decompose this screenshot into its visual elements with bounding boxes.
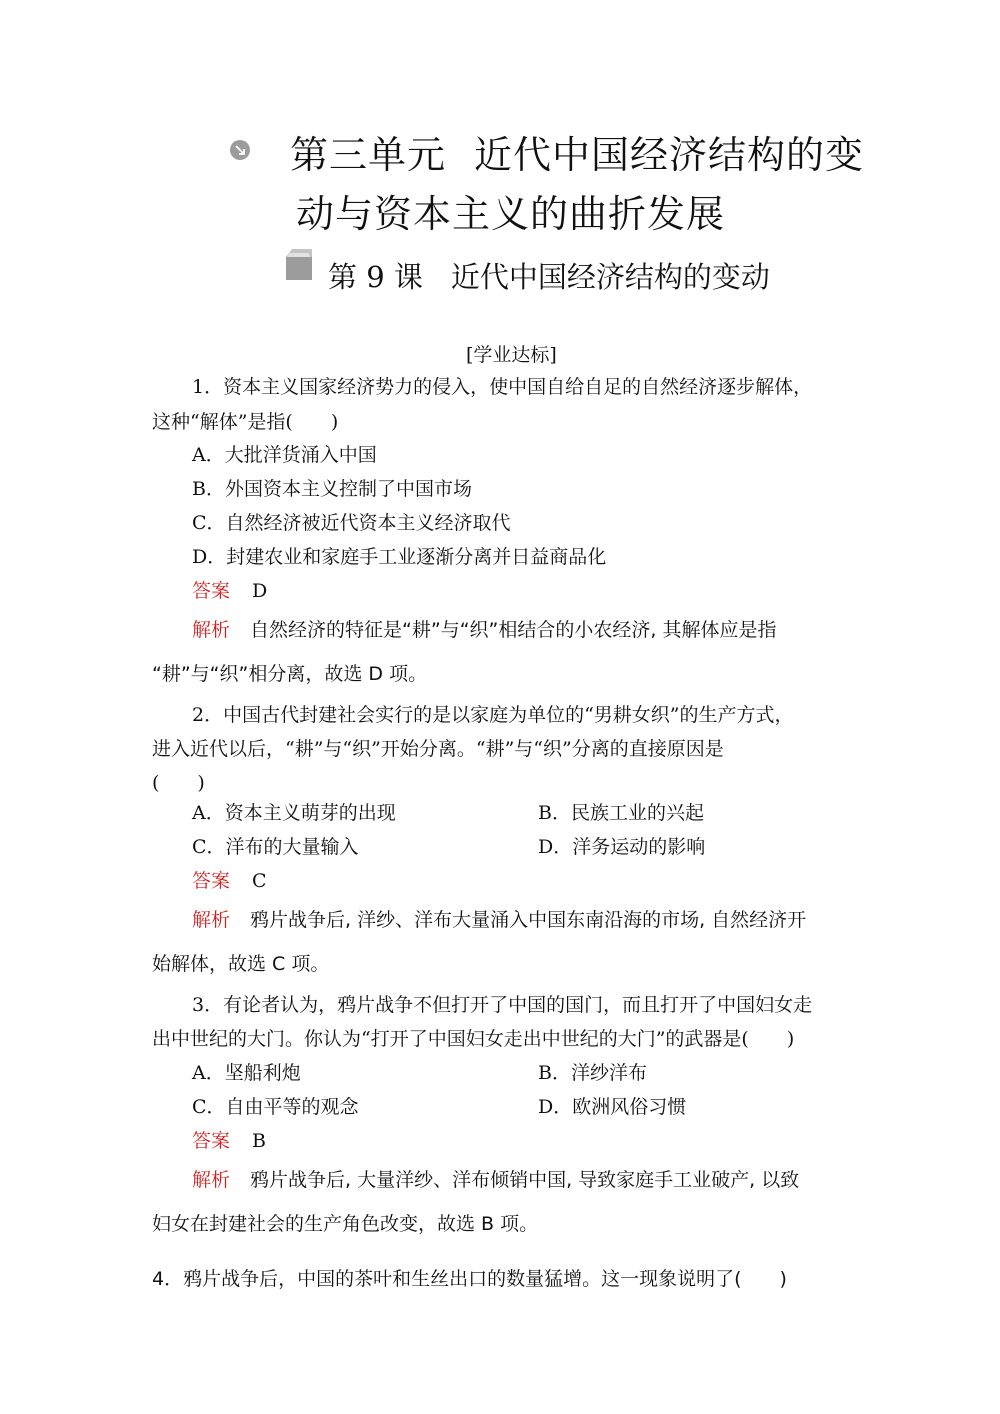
lesson-heading	[328, 255, 770, 296]
q2-answer-value: C	[252, 870, 267, 892]
q3-answer-value: B	[252, 1130, 266, 1152]
q1-analysis-text: 自然经济的特征是“耕”与“织”相结合的小农经济, 其解体应是指	[250, 619, 777, 641]
q3-option-d: D．欧洲风俗习惯	[538, 1096, 687, 1118]
q2-analysis-line1	[192, 905, 806, 932]
q1-option-a: A．大批洋货涌入中国	[192, 444, 377, 466]
analysis-label: 解析	[192, 619, 231, 641]
answer-label: 答案	[192, 580, 231, 602]
analysis-label: 解析	[192, 909, 231, 931]
q1-option-c: C．自然经济被近代资本主义经济取代	[192, 512, 511, 534]
lesson-label: 第 9 课	[328, 260, 423, 294]
q1-analysis-line2: “耕”与“织”相分离，故选 D 项。	[152, 663, 428, 685]
q3-stem-line2: 出中世纪的大门。你认为“打开了中国妇女走出中世纪的大门”的武器是( )	[152, 1028, 795, 1050]
unit-title-line1	[290, 124, 864, 179]
unit-badge-icon	[230, 140, 250, 160]
q3-analysis-line2: 妇女在封建社会的生产角色改变，故选 B 项。	[152, 1213, 539, 1235]
q2-option-b: B．民族工业的兴起	[538, 802, 704, 824]
answer-label: 答案	[192, 870, 231, 892]
q2-option-a: A．资本主义萌芽的出现	[192, 802, 396, 824]
unit-label: 第三单元	[290, 133, 447, 177]
q3-option-a: A．坚船利炮	[192, 1062, 301, 1084]
q2-answer	[192, 866, 267, 893]
q1-answer	[192, 576, 267, 603]
analysis-label: 解析	[192, 1169, 231, 1191]
q3-option-c: C．自由平等的观念	[192, 1096, 359, 1118]
lesson-title: 近代中国经济结构的变动	[450, 260, 770, 294]
q3-answer	[192, 1126, 266, 1153]
q1-option-b: B．外国资本主义控制了中国市场	[192, 478, 472, 500]
q2-analysis-text: 鸦片战争后, 洋纱、洋布大量涌入中国东南沿海的市场, 自然经济开	[250, 909, 807, 931]
q1-analysis-line1	[192, 615, 776, 642]
q3-analysis-line1	[192, 1165, 799, 1192]
q4-stem-line1: 4．鸦片战争后，中国的茶叶和生丝出口的数量猛增。这一现象说明了( )	[152, 1268, 787, 1290]
q1-option-d: D．封建农业和家庭手工业逐渐分离并日益商品化	[192, 546, 607, 568]
q2-stem-line1: 2．中国古代封建社会实行的是以家庭为单位的“男耕女织”的生产方式，	[192, 704, 794, 726]
q2-stem-line3: ( )	[152, 772, 205, 794]
unit-title-part1: 近代中国经济结构的变	[474, 133, 865, 177]
q3-option-b: B．洋纱洋布	[538, 1062, 647, 1084]
q3-analysis-text: 鸦片战争后, 大量洋纱、洋布倾销中国, 导致家庭手工业破产, 以致	[250, 1169, 800, 1191]
book-icon	[283, 247, 313, 281]
unit-title-line2: 动与资本主义的曲折发展	[296, 192, 726, 236]
q1-stem-line1: 1．资本主义国家经济势力的侵入，使中国自给自足的自然经济逐步解体，	[192, 376, 813, 398]
answer-label: 答案	[192, 1130, 231, 1152]
q2-option-d: D．洋务运动的影响	[538, 836, 706, 858]
q1-answer-value: D	[252, 580, 268, 602]
q1-stem-line2: 这种“解体”是指( )	[152, 411, 339, 433]
q2-stem-line2: 进入近代以后，“耕”与“织”开始分离。“耕”与“织”分离的直接原因是	[152, 738, 724, 760]
q2-analysis-line2: 始解体，故选 C 项。	[152, 953, 330, 975]
q3-stem-line1: 3．有论者认为，鸦片战争不但打开了中国的国门，而且打开了中国妇女走	[192, 994, 813, 1016]
section-title: [学业达标]	[466, 344, 557, 366]
q2-option-c: C．洋布的大量输入	[192, 836, 359, 858]
